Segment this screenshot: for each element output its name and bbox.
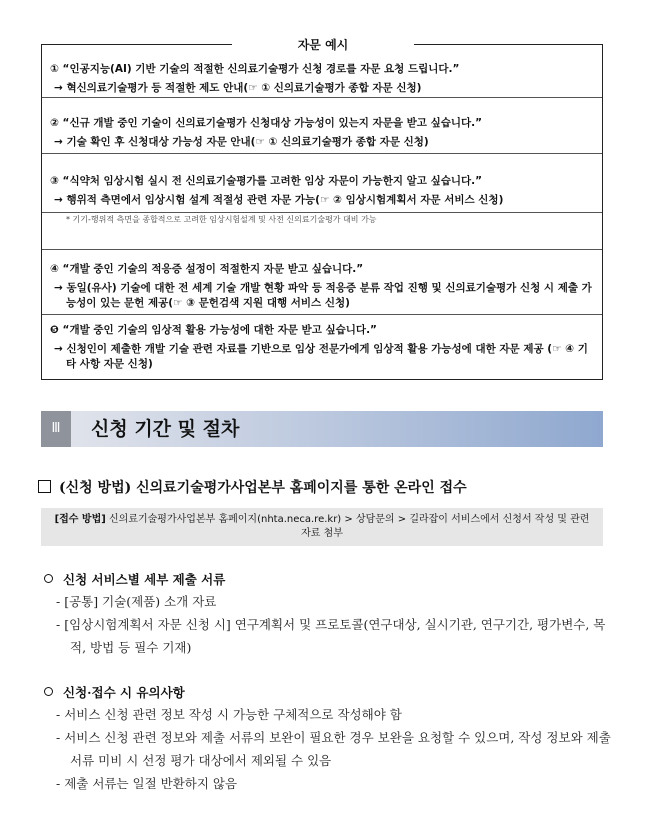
checkbox-square-icon — [38, 480, 51, 493]
examples-box — [41, 44, 603, 380]
list-item: - 서비스 신청 관련 정보 작성 시 가능한 구체적으로 작성해야 함 — [56, 707, 402, 722]
example-answer: → 행위적 측면에서 임상시험 설계 적절성 관련 자문 가능(☞ ② 임상시험계획서 자문 서비스 신청) — [54, 194, 504, 206]
example-question: ④ “개발 중인 기술의 적응증 설정이 적절한지 자문 받고 싶습니다.” — [50, 263, 364, 275]
example-item — [42, 250, 602, 315]
list-item: - 서비스 신청 관련 정보와 제출 서류의 보완이 필요한 경우 보완을 요청할 수 있으며, 작성 정보와 제출 서류 미비 시 선정 평가 대상에서 제외될 수 있음 — [56, 730, 611, 768]
example-question: ① “인공지능(AI) 기반 기술의 적절한 신의료기술평가 신청 경로를 자문 요청 드립니다.” — [50, 63, 460, 75]
cautions-heading: 신청·접수 시 유의사항 — [44, 683, 185, 701]
list-item: - 제출 서류는 일절 반환하지 않음 — [56, 776, 238, 791]
examples-box-title: 자문 예시 — [232, 36, 414, 54]
method-label: [접수 방법] — [54, 514, 106, 525]
example-answer: → 기술 확인 후 신청대상 가능성 자문 안내(☞ ① 신의료기술평가 종합 자문 신청) — [54, 136, 429, 148]
method-text: 신의료기술평가사업본부 홈페이지(nhta.neca.re.kr) > 상담문의 > 길라잡이 서비스에서 신청서 작성 및 관련 자료 첨부 — [105, 514, 590, 539]
list-item: - [공통] 기술(제품) 소개 자료 — [56, 594, 217, 609]
example-answer: → 신청인이 제출한 개발 기술 관련 자료를 기반으로 임상 전문가에게 임상적 활용 가능성에 대한 자문 제공 (☞ ④ 기타 사항 자문 신청) — [54, 343, 588, 370]
example-item — [42, 315, 602, 379]
example-question: ② “신규 개발 중인 기술이 신의료기술평가 신청대상 가능성이 있는지 자문을 받고 싶습니다.” — [50, 117, 483, 129]
circle-bullet-icon — [44, 574, 53, 583]
documents-heading: 신청 서비스별 세부 제출 서류 — [44, 570, 225, 588]
section-header — [41, 411, 603, 447]
example-question: ❺ “개발 중인 기술의 임상적 활용 가능성에 대한 자문 받고 싶습니다.” — [50, 324, 377, 336]
section-title: 신청 기간 및 절차 — [91, 418, 240, 440]
method-heading: (신청 방법) 신의료기술평가사업본부 홈페이지를 통한 온라인 접수 — [38, 477, 467, 497]
example-item — [42, 154, 602, 250]
section-number: Ⅲ — [41, 411, 71, 447]
method-box — [41, 508, 603, 546]
example-note: * 기기-행위적 측면을 종합적으로 고려한 임상시험설계 및 사전 신의료기술평가 대비 가능 — [66, 215, 377, 224]
example-answer: → 동일(유사) 기술에 대한 전 세계 기술 개발 현황 파악 등 적응증 분류 작업 진행 및 신의료기술평가 신청 시 제출 가능성이 있는 문헌 제공(☞ ③ 문헌검색 지원 대행 서비스 신청) — [54, 282, 592, 309]
circle-bullet-icon — [44, 687, 53, 696]
example-question: ③ “식약처 임상시험 실시 전 신의료기술평가를 고려한 임상 자문이 가능한지 알고 싶습니다.” — [50, 175, 483, 187]
list-item: - [임상시험계획서 자문 신청 시] 연구계획서 및 프로토콜(연구대상, 실시기관, 연구기간, 평가변수, 목적, 방법 등 필수 기재) — [56, 617, 606, 655]
example-answer: → 혁신의료기술평가 등 적절한 제도 안내(☞ ① 신의료기술평가 종합 자문 신청) — [54, 82, 422, 94]
